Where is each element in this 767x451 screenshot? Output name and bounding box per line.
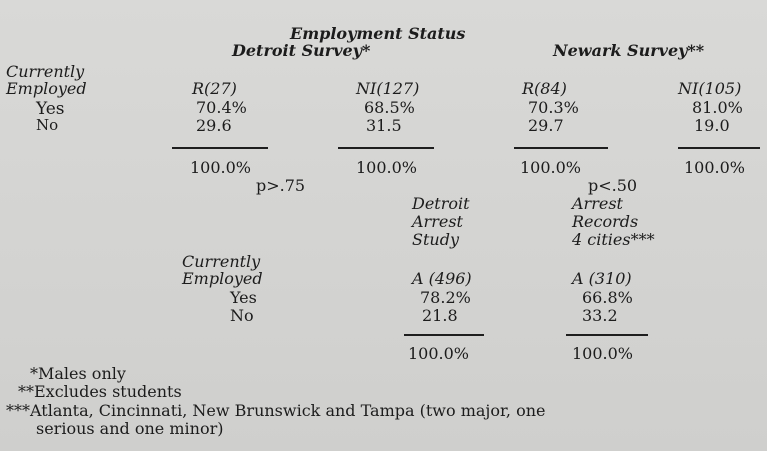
no-value: 19.0: [694, 116, 730, 135]
column-header: R(84): [522, 79, 567, 98]
no-value: 33.2: [582, 306, 618, 325]
row-label-employed: Employed: [6, 79, 87, 98]
detroit-arrest-heading-line3: Study: [412, 230, 459, 249]
detroit-survey-heading: Detroit Survey*: [232, 41, 371, 60]
row-label-employed: Employed: [182, 269, 263, 288]
total-value: 100.0%: [356, 158, 418, 177]
arrest-records-heading-line1: Arrest: [572, 194, 623, 213]
sum-rule: [338, 147, 434, 149]
row-label-currently: Currently: [6, 62, 85, 81]
no-value: 21.8: [422, 306, 458, 325]
sum-rule: [678, 147, 760, 149]
arrest-records-heading-line3: 4 cities***: [572, 230, 655, 249]
sum-rule: [404, 334, 484, 336]
yes-value: 68.5%: [364, 98, 415, 117]
no-value: 29.6: [196, 116, 232, 135]
total-value: 100.0%: [408, 344, 470, 363]
footnote-3: ***Atlanta, Cincinnati, New Brunswick and Tampa (two major, one: [6, 401, 546, 420]
row-label-currently: Currently: [182, 252, 261, 271]
yes-value: 70.3%: [528, 98, 579, 117]
total-value: 100.0%: [520, 158, 582, 177]
total-value: 100.0%: [684, 158, 746, 177]
detroit-arrest-heading-line1: Detroit: [412, 194, 470, 213]
sum-rule: [172, 147, 268, 149]
no-label: No: [230, 306, 254, 325]
no-value: 31.5: [366, 116, 402, 135]
table-title: Employment Status: [290, 24, 466, 43]
total-value: 100.0%: [572, 344, 634, 363]
yes-value: 70.4%: [196, 98, 247, 117]
p-value-newark: p<.50: [588, 176, 638, 195]
footnote-2: **Excludes students: [18, 382, 182, 401]
yes-value: 66.8%: [582, 288, 633, 307]
arrest-records-heading-line2: Records: [572, 212, 639, 231]
total-value: 100.0%: [190, 158, 252, 177]
yes-value: 81.0%: [692, 98, 743, 117]
column-header: NI(127): [356, 79, 420, 98]
detroit-arrest-heading-line2: Arrest: [412, 212, 463, 231]
footnote-3-continued: serious and one minor): [36, 419, 224, 438]
newark-survey-heading: Newark Survey**: [553, 41, 705, 60]
sum-rule: [566, 334, 648, 336]
no-label: No: [36, 116, 59, 134]
footnote-1: *Males only: [30, 364, 126, 383]
yes-label: Yes: [36, 99, 65, 119]
yes-value: 78.2%: [420, 288, 471, 307]
no-value: 29.7: [528, 116, 564, 135]
column-header: A (310): [572, 269, 632, 288]
column-header: R(27): [192, 79, 237, 98]
sum-rule: [514, 147, 608, 149]
yes-label: Yes: [230, 288, 257, 307]
column-header: A (496): [412, 269, 472, 288]
p-value-detroit: p>.75: [256, 176, 306, 195]
column-header: NI(105): [678, 79, 742, 98]
